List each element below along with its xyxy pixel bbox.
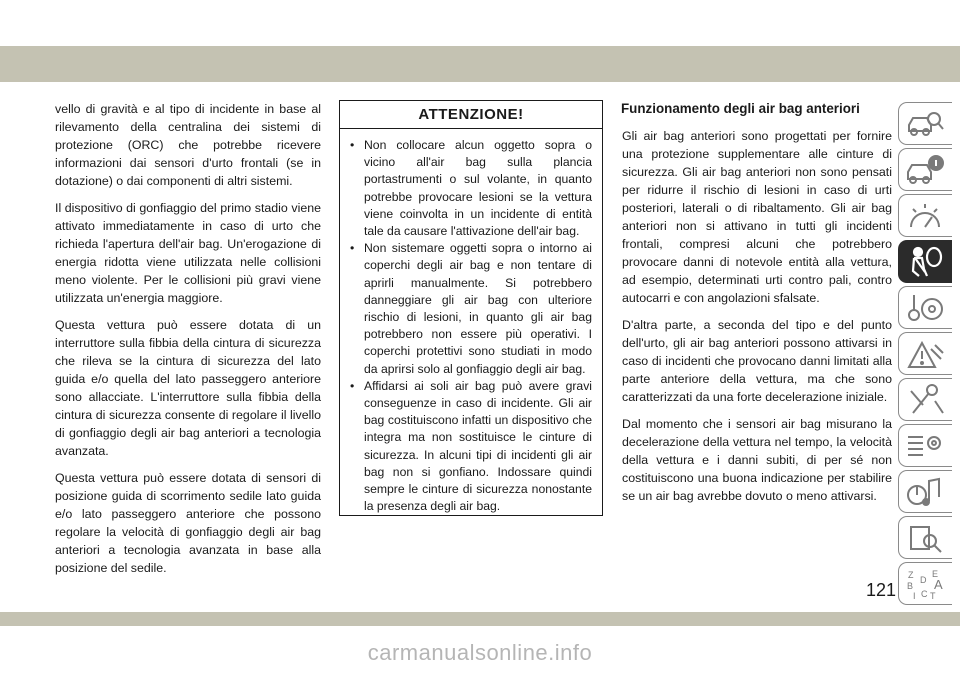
car-search-icon — [905, 107, 945, 141]
right-column — [622, 100, 892, 514]
seatbelt-airbag-icon — [905, 245, 945, 279]
left-paragraph-3: Questa vettura può essere dotata di un interruttore sulla fibbia della cintura di sicurezza che rileva se la cintura di sicurezza del lato guida e/o quella del lato passeggero anteriore sono allacciate. L'interruttore sulla fibbia della cintura di sicurezza consente di regolare il livello di gonfiaggio degli air bag anteriori a tecnologia avanzata. — [55, 318, 321, 458]
specs-gear-icon — [905, 429, 945, 463]
footer-band — [0, 612, 960, 626]
chapter-tabs — [898, 102, 952, 608]
alphabet-letter: Z — [908, 570, 914, 580]
warning-box — [339, 100, 603, 516]
left-paragraph-4: Questa vettura può essere dotata di sensori di posizione guida di scorrimento sedile lato guida e/o lato passeggero anteriore che possono regolare la velocità di gonfiaggio degli air bag anteriori a tecnologia avanzata in base alla posizione del sedile. — [55, 471, 321, 575]
tab-seatbelt-airbag[interactable] — [898, 240, 952, 283]
alphabet-index-icon — [905, 567, 945, 601]
right-paragraph-2: D'altra parte, a seconda del tipo e del punto dell'urto, gli air bag anteriori possono attivarsi in caso di incidenti che provocano danni limitati alla parte anteriore della vettura, ma che sono caratterizzati da una forte decelerazione iniziale. — [622, 318, 892, 404]
left-column — [55, 100, 321, 586]
tab-tools[interactable] — [898, 378, 952, 421]
wrench-tools-icon — [905, 383, 945, 417]
right-paragraph-1: Gli air bag anteriori sono progettati per fornire una protezione supplementare alle cinture di sicurezza. Gli air bag anteriori non sono pensati per ridurre il rischio di lesioni in caso di urti posteriori, laterali o di ribaltamento. Gli air bag anteriori non si attivano in tutti gli incidenti frontali, compresi alcuni che potrebbero provocare danni di notevole entità alla vettura, ad esempio, determinati urti contro pali, contro autocarri e con angolazioni sfalsate. — [622, 129, 892, 305]
left-paragraph-1: vello di gravità e al tipo di incidente in base al rilevamento della centralina dei sistemi di protezione (ORC) che potrebbe ricevere informazioni dai sensori d'urto frontali (se in dotazione) o dai componenti di altri sistemi. — [55, 102, 321, 188]
tab-car-info[interactable] — [898, 148, 952, 191]
tab-car-search[interactable] — [898, 102, 952, 145]
warning-item-1: • Non collocare alcun oggetto sopra o vicino all'air bag sulla plancia portastrumenti o sul volante, in quanto potrebbe provocare lesioni se la vettura viene coinvolta in un incidente di entità tale da causare l'attivazione dell'air bag. — [350, 137, 592, 240]
alphabet-letter: B — [907, 581, 914, 591]
top-margin — [0, 0, 960, 46]
tab-key-steering[interactable] — [898, 286, 952, 329]
alphabet-letter: D — [920, 575, 927, 585]
watermark: carmanualsonline.info — [367, 640, 593, 665]
alphabet-letter: E — [932, 569, 939, 579]
tab-dashboard-lights[interactable] — [898, 194, 952, 237]
tab-multimedia[interactable] — [898, 470, 952, 513]
alphabet-letter: I — [913, 591, 916, 601]
tab-index-search[interactable] — [898, 516, 952, 559]
key-steering-wheel-icon — [905, 291, 945, 325]
warning-triangle-icon — [905, 337, 945, 371]
alphabet-letter: T — [930, 591, 936, 601]
index-search-icon — [905, 521, 945, 555]
dashboard-lights-icon — [905, 199, 945, 233]
warning-item-3: • Affidarsi ai soli air bag può avere gravi conseguenze in caso di incidente. Gli air bag costituiscono infatti un dispositivo che integra ma non sostituisce le cinture di sicurezza. In alcuni tipi di incidenti gli air bag non si gonfiano. Indossare quindi sempre le cinture di sicurezza nonostante la presenza degli air bag. — [350, 378, 592, 516]
warning-title: ATTENZIONE! — [340, 101, 602, 129]
alphabet-letter: A — [934, 577, 943, 592]
header-band — [0, 46, 960, 82]
left-paragraph-2: Il dispositivo di gonfiaggio del primo stadio viene attivato immediatamente in caso di urto che richieda l'apertura dell'air bag. Un'erogazione di energia ridotta viene utilizzata nelle collisioni meno violente. Per le collisioni più gravi viene utilizzata un'energia maggiore. — [55, 201, 321, 305]
right-paragraph-3: Dal momento che i sensori air bag misurano la decelerazione della vettura nel tempo, la velocità della vettura e i danni subiti, di per sé non costituiscono una buona indicazione per stabilire se un air bag avrebbe dovuto o meno attivarsi. — [622, 417, 892, 503]
tab-specs[interactable] — [898, 424, 952, 467]
car-info-icon — [905, 153, 945, 187]
warning-list — [340, 129, 602, 515]
alphabet-letter: C — [921, 589, 928, 599]
warning-item-2: • Non sistemare oggetti sopra o intorno ai coperchi degli air bag e non tentare di aprirli manualmente. Si potrebbero danneggiare gli air bag con ulteriore rischio di lesioni, in quanto gli air bag potrebbero non essere più operativi. I coperchi protettivi sono studiati in modo da aprirsi solo al gonfiaggio degli air bag. — [350, 240, 592, 378]
tab-alphabet-index[interactable] — [898, 562, 952, 605]
multimedia-music-icon — [905, 475, 945, 509]
section-heading: Funzionamento degli air bag anteriori — [621, 101, 860, 116]
tab-warning[interactable] — [898, 332, 952, 375]
page-number: 121 — [866, 580, 897, 600]
